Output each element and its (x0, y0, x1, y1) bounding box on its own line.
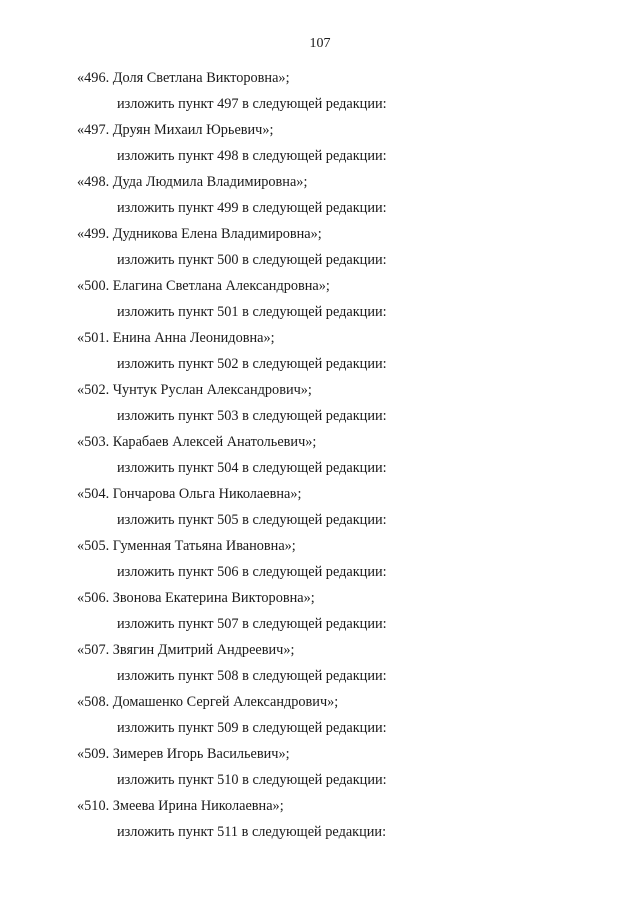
list-item (0, 637, 640, 689)
entry-name: «502. Чунтук Руслан Александрович»; (77, 382, 312, 398)
list-item (0, 793, 640, 845)
entry-instruction: изложить пункт 503 в следующей редакции: (117, 408, 387, 424)
entry-name: «498. Дуда Людмила Владимировна»; (77, 174, 308, 190)
entry-name: «506. Звонова Екатерина Викторовна»; (77, 590, 315, 606)
entry-name: «500. Елагина Светлана Александровна»; (77, 278, 330, 294)
list-item (0, 429, 640, 481)
list-item (0, 689, 640, 741)
entry-name: «496. Доля Светлана Викторовна»; (77, 70, 290, 86)
list-item (0, 585, 640, 637)
entry-instruction: изложить пункт 505 в следующей редакции: (117, 512, 387, 528)
list-item (0, 221, 640, 273)
entry-instruction: изложить пункт 504 в следующей редакции: (117, 460, 387, 476)
amendment-list (0, 65, 640, 845)
entry-instruction: изложить пункт 502 в следующей редакции: (117, 356, 387, 372)
entry-instruction: изложить пункт 506 в следующей редакции: (117, 564, 387, 580)
list-item (0, 117, 640, 169)
entry-instruction: изложить пункт 497 в следующей редакции: (117, 96, 387, 112)
list-item (0, 325, 640, 377)
entry-instruction: изложить пункт 498 в следующей редакции: (117, 148, 387, 164)
list-item (0, 741, 640, 793)
entry-name: «510. Змеева Ирина Николаевна»; (77, 798, 284, 814)
entry-name: «503. Карабаев Алексей Анатольевич»; (77, 434, 317, 450)
list-item (0, 533, 640, 585)
entry-name: «508. Домашенко Сергей Александрович»; (77, 694, 339, 710)
entry-name: «509. Зимерев Игорь Васильевич»; (77, 746, 290, 762)
list-item (0, 481, 640, 533)
entry-name: «497. Друян Михаил Юрьевич»; (77, 122, 274, 138)
entry-name: «507. Звягин Дмитрий Андреевич»; (77, 642, 295, 658)
list-item (0, 169, 640, 221)
page-number: 107 (309, 36, 331, 51)
entry-instruction: изложить пункт 507 в следующей редакции: (117, 616, 387, 632)
list-item (0, 65, 640, 117)
entry-name: «501. Енина Анна Леонидовна»; (77, 330, 275, 346)
list-item (0, 273, 640, 325)
entry-name: «505. Гуменная Татьяна Ивановна»; (77, 538, 296, 554)
entry-name: «504. Гончарова Ольга Николаевна»; (77, 486, 302, 502)
entry-instruction: изложить пункт 500 в следующей редакции: (117, 252, 387, 268)
entry-instruction: изложить пункт 501 в следующей редакции: (117, 304, 387, 320)
entry-instruction: изложить пункт 510 в следующей редакции: (117, 772, 387, 788)
entry-instruction: изложить пункт 499 в следующей редакции: (117, 200, 387, 216)
entry-instruction: изложить пункт 509 в следующей редакции: (117, 720, 387, 736)
entry-name: «499. Дудникова Елена Владимировна»; (77, 226, 322, 242)
entry-instruction: изложить пункт 508 в следующей редакции: (117, 668, 387, 684)
list-item (0, 377, 640, 429)
entry-instruction: изложить пункт 511 в следующей редакции: (117, 824, 387, 840)
